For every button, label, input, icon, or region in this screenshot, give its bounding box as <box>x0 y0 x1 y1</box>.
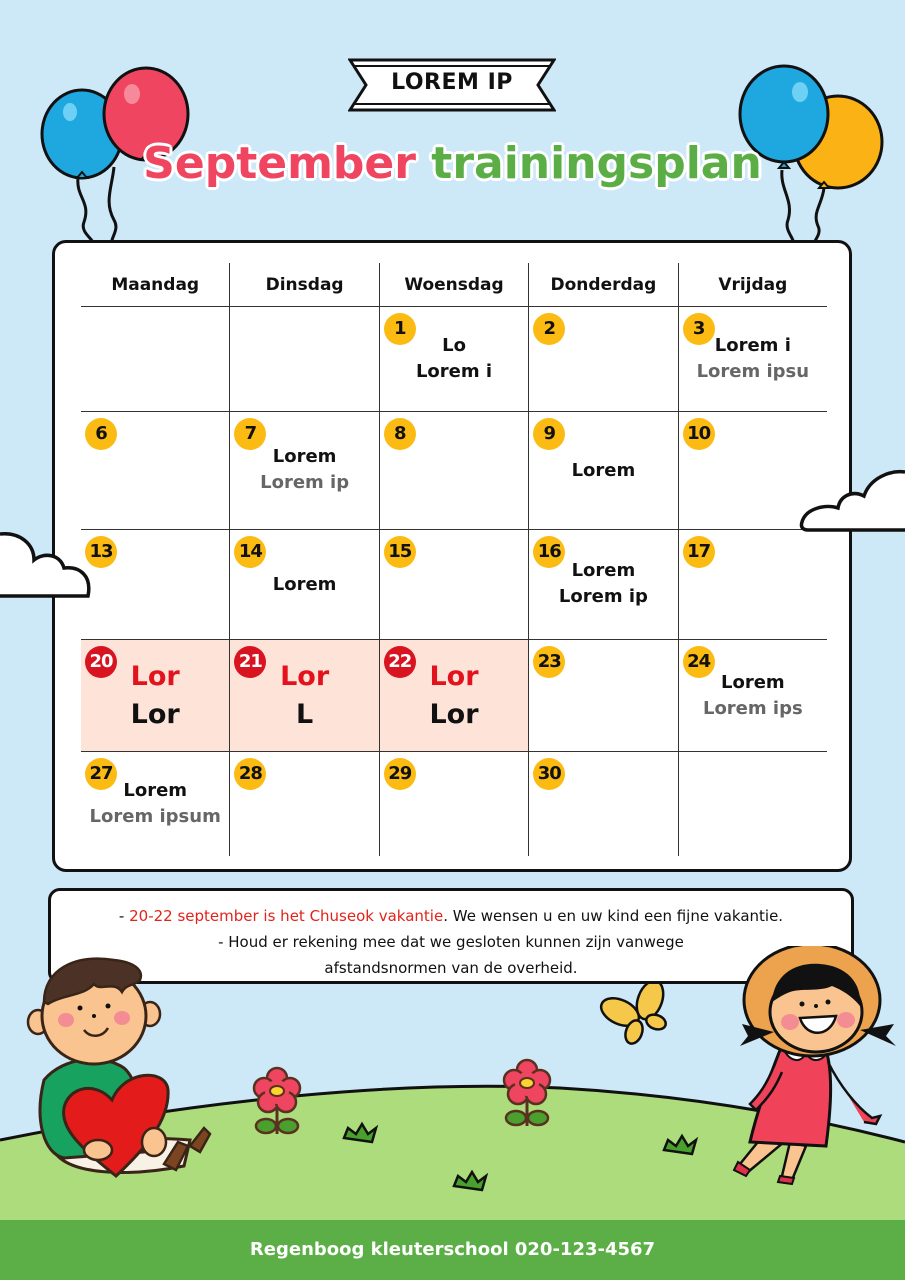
cloud-left-icon <box>0 530 96 600</box>
notice-holiday-highlight: 20-22 september is het Chuseok vakantie <box>129 907 444 925</box>
calendar-cell-day-29[interactable] <box>379 752 528 856</box>
ribbon-banner <box>348 58 556 112</box>
event-title: Lorem <box>272 574 337 595</box>
notice-line-2: - Houd er rekening mee dat we gesloten kunnen zijn vanwege <box>218 933 684 951</box>
calendar-cell-day-17[interactable] <box>678 530 827 639</box>
day-badge: 14 <box>234 536 266 568</box>
weekday-thursday: Donderdag <box>528 263 677 306</box>
event-subtitle: Lorem i <box>415 361 493 382</box>
girl-with-hat-illustration <box>730 946 905 1186</box>
title-month: September <box>143 138 416 189</box>
holiday-day-badge: 22 <box>384 646 416 678</box>
banner-label: LOREM IP <box>391 70 513 95</box>
calendar-card <box>52 240 852 872</box>
calendar-cell-day-15[interactable] <box>379 530 528 639</box>
calendar-cell-empty <box>678 752 827 856</box>
event-title: Lo <box>442 335 466 356</box>
calendar-week-row <box>81 307 827 412</box>
calendar-cell-day-8[interactable] <box>379 412 528 529</box>
calendar-cell-empty <box>229 307 378 411</box>
event-subtitle: Lorem ipsu <box>696 361 810 382</box>
event-title: Lorem <box>571 560 636 581</box>
day-badge: 16 <box>533 536 565 568</box>
day-badge: 9 <box>533 418 565 450</box>
weekday-wednesday: Woensdag <box>379 263 528 306</box>
event-title: Lorem <box>720 672 785 693</box>
calendar-cell-empty <box>81 307 229 411</box>
calendar-week-row <box>81 640 827 752</box>
day-badge: 23 <box>533 646 565 678</box>
calendar-cell-day-14[interactable] <box>229 530 378 639</box>
flower-icon <box>496 1058 558 1130</box>
day-badge: 6 <box>85 418 117 450</box>
calendar-cell-day-30[interactable] <box>528 752 677 856</box>
holiday-day-badge: 20 <box>85 646 117 678</box>
day-badge: 2 <box>533 313 565 345</box>
event-title: Lorem i <box>714 335 791 356</box>
calendar-cell-day-3[interactable] <box>678 307 827 411</box>
event-title: Lorem <box>571 460 636 481</box>
day-badge: 29 <box>384 758 416 790</box>
calendar-cell-day-9[interactable] <box>528 412 677 529</box>
calendar-cell-day-23[interactable] <box>528 640 677 751</box>
calendar-cell-day-1[interactable] <box>379 307 528 411</box>
day-badge: 3 <box>683 313 715 345</box>
day-badge: 30 <box>533 758 565 790</box>
notice-line-1-rest: . We wensen u en uw kind een fijne vakantie. <box>443 907 784 925</box>
holiday-day-badge: 21 <box>234 646 266 678</box>
page-title <box>0 138 905 189</box>
day-badge: 28 <box>234 758 266 790</box>
day-badge: 17 <box>683 536 715 568</box>
holiday-title: Lor <box>130 661 180 692</box>
day-badge: 24 <box>683 646 715 678</box>
notice-line-1 <box>51 903 851 929</box>
holiday-title: Lor <box>280 661 330 692</box>
calendar-week-row <box>81 412 827 530</box>
calendar-header <box>81 263 827 307</box>
calendar-cell-day-20-holiday[interactable] <box>81 640 229 751</box>
calendar-cell-day-16[interactable] <box>528 530 677 639</box>
event-subtitle: Lorem ipsum <box>89 806 221 827</box>
weekday-tuesday: Dinsdag <box>229 263 378 306</box>
flower-icon <box>246 1066 308 1138</box>
weekday-monday: Maandag <box>111 275 200 295</box>
calendar-week-row <box>81 530 827 640</box>
cloud-right-icon <box>798 466 905 534</box>
calendar-cell-day-13[interactable] <box>81 530 229 639</box>
holiday-subtitle: L <box>296 699 314 730</box>
calendar-cell-day-27[interactable] <box>81 752 229 856</box>
boy-with-heart-illustration <box>14 940 214 1190</box>
weekday-friday: Vrijdag <box>678 263 827 306</box>
holiday-title: Lor <box>429 661 479 692</box>
notice-line-3: afstandsnormen van de overheid. <box>324 959 578 977</box>
day-badge: 15 <box>384 536 416 568</box>
calendar-cell-day-2[interactable] <box>528 307 677 411</box>
calendar-cell-day-28[interactable] <box>229 752 378 856</box>
event-title: Lorem <box>123 780 188 801</box>
footer-contact: Regenboog kleuterschool 020-123-4567 <box>0 1220 905 1280</box>
calendar-week-row <box>81 752 827 856</box>
calendar-cell-day-7[interactable] <box>229 412 378 529</box>
calendar-cell-day-21-holiday[interactable] <box>229 640 378 751</box>
calendar-cell-day-24[interactable] <box>678 640 827 751</box>
day-badge: 1 <box>384 313 416 345</box>
event-subtitle: Lorem ip <box>260 472 350 493</box>
calendar-cell-day-6[interactable] <box>81 412 229 529</box>
day-badge: 10 <box>683 418 715 450</box>
day-badge: 27 <box>85 758 117 790</box>
event-title: Lorem <box>272 446 337 467</box>
event-subtitle: Lorem ip <box>558 586 648 607</box>
holiday-subtitle: Lor <box>429 699 479 730</box>
calendar-cell-day-22-holiday[interactable] <box>379 640 528 751</box>
day-badge: 7 <box>234 418 266 450</box>
butterfly-icon <box>598 978 674 1050</box>
holiday-subtitle: Lor <box>130 699 180 730</box>
day-badge: 13 <box>85 536 117 568</box>
event-subtitle: Lorem ips <box>702 698 803 719</box>
title-plan: trainingsplan <box>431 138 762 189</box>
calendar-grid <box>81 263 827 856</box>
notice-bullet: - <box>118 907 130 925</box>
day-badge: 8 <box>384 418 416 450</box>
